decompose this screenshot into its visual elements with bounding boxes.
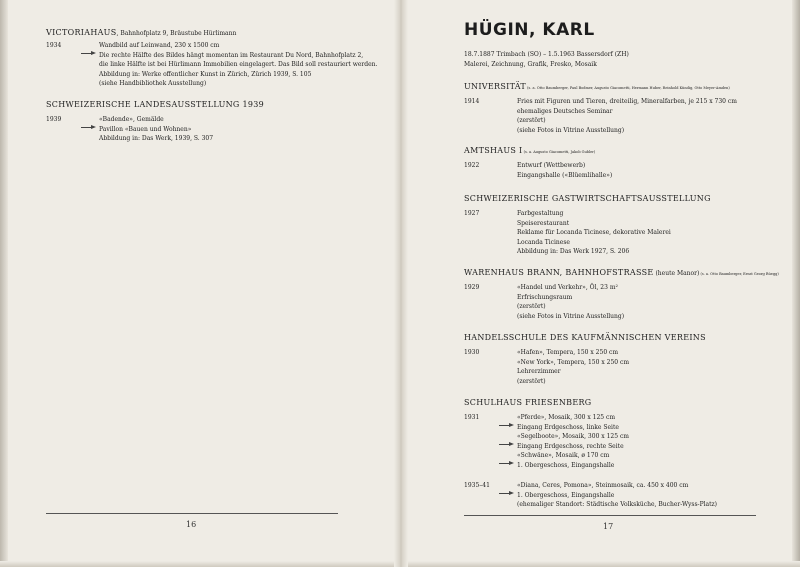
entry-year: 1930 bbox=[464, 349, 480, 356]
entry-year: 1939 bbox=[46, 116, 62, 123]
entry-year: 1927 bbox=[464, 210, 480, 217]
entry-year: 1914 bbox=[464, 98, 480, 105]
entry-year: 1935–41 bbox=[464, 482, 490, 489]
section-heading: VICTORIAHAUS, Bahnhofplatz 9, Bräustube Hürlimann bbox=[46, 28, 237, 37]
entry-line: (zerstört) bbox=[517, 303, 546, 310]
entry-line: 1. Obergeschoss, Eingangshalle bbox=[517, 491, 615, 499]
arrow-icon bbox=[499, 423, 515, 429]
entry-line: (siehe Handbibliothek Ausstellung) bbox=[99, 80, 207, 87]
section-heading: WARENHAUS BRANN, BAHNHOFSTRASSE (heute Manor) (s. a. Otto Baumberger, Ernst Georg Rüegg) bbox=[464, 268, 779, 277]
footer-rule bbox=[464, 515, 756, 516]
entry-year: 1931 bbox=[464, 414, 480, 421]
right-book-edge bbox=[792, 0, 800, 567]
footer-rule bbox=[46, 513, 338, 514]
entry-line: Erfrischungsraum bbox=[517, 293, 573, 301]
entry-year: 1929 bbox=[464, 284, 480, 291]
entry-line: «Badende», Gemälde bbox=[99, 116, 164, 123]
entry-line: «Pferde», Mosaik, 300 x 125 cm bbox=[517, 414, 616, 421]
entry-year: 1922 bbox=[464, 162, 480, 169]
entry-line: Eingang Erdgeschoss, rechte Seite bbox=[517, 442, 624, 450]
right-page bbox=[408, 0, 790, 567]
entry-line: (siehe Fotos in Vitrine Ausstellung) bbox=[517, 126, 625, 134]
page-number: 17 bbox=[603, 522, 614, 531]
arrow-icon bbox=[81, 125, 97, 131]
entry-line: die linke Hälfte ist bei Hürlimann Immobilien eingelagert. Das Bild soll restauriert werden. bbox=[99, 61, 378, 68]
entry-line: Abbildung in: Werke offentlicher Kunst in Zürich, Zürich 1939, S. 105 bbox=[99, 70, 312, 78]
book-gutter bbox=[394, 0, 408, 567]
left-page bbox=[10, 0, 394, 567]
entry-line: «New York», Tempera, 150 x 250 cm bbox=[517, 358, 630, 366]
entry-line: Eingang Erdgeschoss, linke Seite bbox=[517, 423, 619, 431]
arrow-icon bbox=[499, 461, 515, 467]
entry-line: Abbildung in: Das Werk, 1939, S. 307 bbox=[99, 135, 214, 142]
entry-line: Farbgestaltung bbox=[517, 210, 564, 217]
section-heading: HANDELSSCHULE DES KAUFMÄNNISCHEN VEREINS bbox=[464, 333, 706, 342]
entry-line: Lehrerzimmer bbox=[517, 368, 561, 375]
entry-line: 1. Obergeschoss, Eingangshalle bbox=[517, 461, 615, 469]
entry-line: ehemaliges Deutsches Seminar bbox=[517, 107, 613, 115]
section-heading: SCHWEIZERISCHE LANDESAUSSTELLUNG 1939 bbox=[46, 100, 265, 109]
entry-line: Entwurf (Wettbewerb) bbox=[517, 162, 586, 169]
entry-line: Pavillon «Bauen und Wohnen» bbox=[99, 125, 192, 133]
entry-line: Eingangshalle («Blüemlihalle») bbox=[517, 171, 613, 179]
entry-line: «Handel und Verkehr», Öl, 23 m² bbox=[517, 284, 618, 291]
artist-bio-dates: 18.7.1887 Trimbach (SO) – 1.5.1963 Bassersdorf (ZH) bbox=[464, 51, 629, 58]
entry-line: Speiserestaurant bbox=[517, 219, 570, 227]
entry-line: «Diana, Ceres, Pomona», Steinmosaik, ca. 450 x 400 cm bbox=[517, 482, 689, 489]
entry-line: Abbildung in: Das Werk 1927, S. 206 bbox=[517, 248, 630, 255]
entry-line: (zerstört) bbox=[517, 377, 546, 385]
entry-line: Locanda Ticinese bbox=[517, 238, 570, 246]
entry-line: (ehemaliger Standort: Städtische Volksküche, Bucher-Wyss-Platz) bbox=[517, 501, 718, 508]
entry-line: «Hafen», Tempera, 150 x 250 cm bbox=[517, 349, 619, 356]
arrow-icon bbox=[81, 51, 97, 57]
section-heading: SCHWEIZERISCHE GASTWIRTSCHAFTSAUSSTELLUNG bbox=[464, 194, 711, 203]
entry-line: «Schwäne», Mosaik, ø 170 cm bbox=[517, 452, 610, 459]
artist-bio-media: Malerei, Zeichnung, Grafik, Fresko, Mosaik bbox=[464, 60, 597, 68]
entry-line: (zerstört) bbox=[517, 117, 546, 124]
page-number: 16 bbox=[186, 520, 197, 529]
entry-line: «Segelboote», Mosaik, 300 x 125 cm bbox=[517, 433, 629, 440]
section-heading: SCHULHAUS FRIESENBERG bbox=[464, 398, 592, 407]
entry-line: Reklame für Locanda Ticinese, dekorative Malerei bbox=[517, 229, 671, 236]
entry-line: Fries mit Figuren und Tieren, dreiteilig, Mineralfarben, je 215 x 730 cm bbox=[517, 98, 737, 105]
entry-line: Die rechte Hälfte des Bildes hängt momentan im Restaurant Du Nord, Bahnhofplatz 2, bbox=[99, 51, 364, 59]
entry-year: 1934 bbox=[46, 42, 62, 49]
entry-line: Wandbild auf Leinwand, 230 x 1500 cm bbox=[99, 42, 220, 49]
left-book-edge bbox=[0, 0, 8, 567]
section-heading: UNIVERSITÄT (s. a. Otto Baumberger, Paul Bodmer, Augusto Giacometti, Hermann Huber, Reinhold Kündig, Otto Meyer-Amden) bbox=[464, 82, 730, 91]
arrow-icon bbox=[499, 491, 515, 497]
artist-name: HÜGIN, KARL bbox=[464, 20, 595, 40]
arrow-icon bbox=[499, 442, 515, 448]
section-heading: AMTSHAUS I (s. a. Augusto Giacometti, Jakob Gubler) bbox=[464, 146, 596, 155]
entry-line: (siehe Fotos in Vitrine Ausstellung) bbox=[517, 312, 625, 320]
